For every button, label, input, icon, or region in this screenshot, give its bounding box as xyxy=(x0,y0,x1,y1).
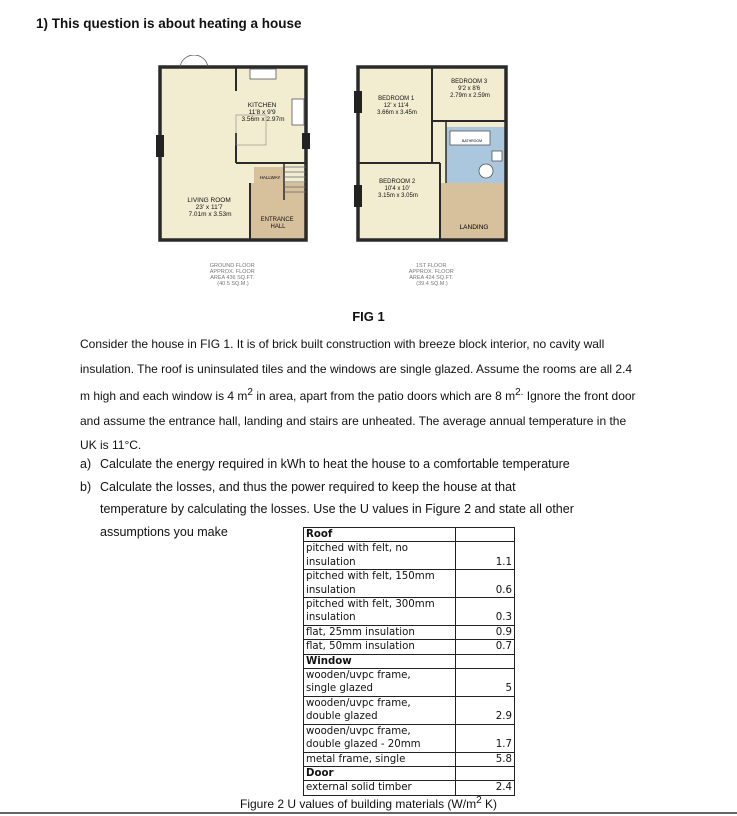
material-line-1: wooden/uvpc frame, xyxy=(306,725,411,737)
part-b-line-2: temperature by calculating the losses. Use the U values in Figure 2 and state all other xyxy=(100,502,574,516)
bedroom2-dims-metric: 3.15m x 3.05m xyxy=(378,193,418,199)
door-header-cell: Door xyxy=(304,766,456,780)
bedroom2-dims-imperial: 10'4 x 10' xyxy=(384,186,410,192)
bedroom2-label: BEDROOM 2 xyxy=(379,179,416,185)
living-room-dims-imperial: 23' x 11'7 xyxy=(195,204,223,211)
entrance-hall-label: ENTRANCE xyxy=(260,217,294,223)
material-line-2: double glazed xyxy=(306,711,378,723)
material-line-2: single glazed xyxy=(306,683,374,695)
material-line-1: wooden/uvpc frame, xyxy=(306,670,411,682)
paragraph-part-2: in area, apart from the patio doors which are 8 m xyxy=(252,389,516,403)
part-a-text: Calculate the energy required in kWh to heat the house to a comfortable temperature xyxy=(100,457,570,471)
kitchen-dims-metric: 3.56m x 2.97m xyxy=(241,116,285,123)
first-floor-caption-1: 1ST FLOOR xyxy=(416,263,447,269)
material-cell xyxy=(304,752,456,766)
question-paragraph xyxy=(80,332,640,458)
material-line-1: flat, 50mm insulation xyxy=(306,641,415,653)
ground-floor-caption-3: AREA 436 SQ.FT. xyxy=(210,275,255,281)
window-section-header xyxy=(304,654,515,668)
first-floor-plan xyxy=(354,67,506,287)
material-cell xyxy=(304,598,456,626)
material-line-2: double glazed - 20mm xyxy=(306,739,421,751)
kitchen-label: KITCHEN xyxy=(247,102,277,109)
ground-floor-caption-4: (40.5 SQ.M.) xyxy=(217,281,249,287)
table-row xyxy=(304,542,515,570)
kitchen-dims-imperial: 11'8 x 9'9 xyxy=(248,109,276,116)
ground-floor-plan xyxy=(156,55,310,287)
u-value-cell: 1.1 xyxy=(456,542,515,570)
landing-area xyxy=(440,183,506,240)
paragraph-part-1: Consider the house in FIG 1. It is of brick built construction with breeze block interior, no cavity wall insulation. The roof is uninsulated tiles and the windows are single glazed. Assume the rooms are all 2.4 m high and each window is 4 m xyxy=(80,337,633,403)
entrance-hall-area xyxy=(250,183,306,240)
superscript-2-dot: 2. xyxy=(515,387,524,398)
table-row xyxy=(304,752,515,766)
svg-text:1ST FLOOR APPROX. FLOOR xyxy=(409,263,455,287)
caption-end: K) xyxy=(481,797,497,811)
u-value-cell: 0.3 xyxy=(456,598,515,626)
table-row xyxy=(304,640,515,654)
page-bottom-border xyxy=(0,812,737,814)
u-value-cell: 2.9 xyxy=(456,696,515,724)
first-floor-caption-4: (39.4 SQ.M.) xyxy=(416,281,448,287)
door-header-value-cell xyxy=(456,766,515,780)
material-line-1: metal frame, single xyxy=(306,753,406,765)
table-row xyxy=(304,570,515,598)
entrance-hall-label-2: HALL xyxy=(270,224,286,230)
material-line-1: external solid timber xyxy=(306,782,412,794)
bedroom3-label: BEDROOM 3 xyxy=(451,79,488,85)
part-b-label: b) xyxy=(80,479,92,494)
material-line-1: flat, 25mm insulation xyxy=(306,626,415,638)
figure-2-caption xyxy=(0,795,737,811)
table-row xyxy=(304,598,515,626)
table-row xyxy=(304,724,515,752)
table-row xyxy=(304,625,515,639)
svg-text:GROUND FLOOR APPROX. FLO xyxy=(210,263,256,287)
first-floor-caption-2: APPROX. FLOOR xyxy=(408,269,454,275)
material-line-1: pitched with felt, no xyxy=(306,543,409,555)
paragraph-part-3: Ignore the front door and assume the entrance hall, landing and stairs are unheated. The average annual temperature in the UK is 11°C. xyxy=(80,389,636,452)
caption-superscript: 2 xyxy=(476,795,482,806)
material-cell xyxy=(304,625,456,639)
material-cell xyxy=(304,781,456,795)
bedroom3-dims-metric: 2.79m x 2.59m xyxy=(450,93,490,99)
material-cell xyxy=(304,542,456,570)
material-line-2: insulation xyxy=(306,612,356,624)
u-value-cell: 0.6 xyxy=(456,570,515,598)
superscript-2: 2 xyxy=(247,387,253,398)
u-value-cell: 5.8 xyxy=(456,752,515,766)
part-a-label: a) xyxy=(80,457,92,471)
material-line-2: insulation xyxy=(306,584,356,596)
roof-header-cell: Roof xyxy=(304,528,456,542)
u-value-cell: 0.7 xyxy=(456,640,515,654)
material-line-1: wooden/uvpc frame, xyxy=(306,697,411,709)
part-b-line-3: assumptions you make xyxy=(100,524,228,539)
question-title: 1) This question is about heating a house xyxy=(36,16,302,31)
floor-plans-figure xyxy=(150,55,530,295)
roof-section-header xyxy=(304,528,515,542)
material-cell xyxy=(304,696,456,724)
door-section-header xyxy=(304,766,515,780)
material-line-1: pitched with felt, 300mm xyxy=(306,599,435,611)
window-header-cell: Window xyxy=(304,654,456,668)
hallway-label: HALLWAY xyxy=(259,175,281,180)
part-b-line-1: Calculate the losses, and thus the power required to keep the house at that xyxy=(100,479,516,494)
material-line-1: pitched with felt, 150mm xyxy=(306,571,435,583)
u-values-table xyxy=(303,527,515,796)
roof-header-value-cell xyxy=(456,528,515,542)
bathroom-label: BATHROOM xyxy=(462,139,482,143)
living-room-dims-metric: 7.01m x 3.53m xyxy=(188,211,232,218)
table-row xyxy=(304,669,515,697)
table-row xyxy=(304,781,515,795)
u-value-cell: 5 xyxy=(456,669,515,697)
u-value-cell: 0.9 xyxy=(456,625,515,639)
living-room-label: LIVING ROOM xyxy=(187,197,231,204)
material-line-2: insulation xyxy=(306,556,356,568)
bedroom1-dims-metric: 3.66m x 3.45m xyxy=(377,110,417,116)
ground-floor-caption-1: GROUND FLOOR xyxy=(209,263,255,269)
material-cell xyxy=(304,669,456,697)
material-cell xyxy=(304,724,456,752)
window-header-value-cell xyxy=(456,654,515,668)
first-floor-caption-3: AREA 424 SQ.FT. xyxy=(409,275,454,281)
bedroom3-dims-imperial: 9'2 x 8'6 xyxy=(458,86,481,92)
bedroom1-label: BEDROOM 1 xyxy=(378,96,415,102)
ground-floor-caption-2: APPROX. FLOOR xyxy=(209,269,255,275)
material-cell xyxy=(304,570,456,598)
material-cell xyxy=(304,640,456,654)
figure-label: FIG 1 xyxy=(352,309,385,324)
landing-label: LANDING xyxy=(459,224,489,231)
bedroom1-dims-imperial: 12' x 11'4 xyxy=(383,103,409,109)
caption-text: Figure 2 U values of building materials (W/m xyxy=(240,797,477,811)
u-value-cell: 1.7 xyxy=(456,724,515,752)
u-value-cell: 2.4 xyxy=(456,781,515,795)
table-row xyxy=(304,696,515,724)
